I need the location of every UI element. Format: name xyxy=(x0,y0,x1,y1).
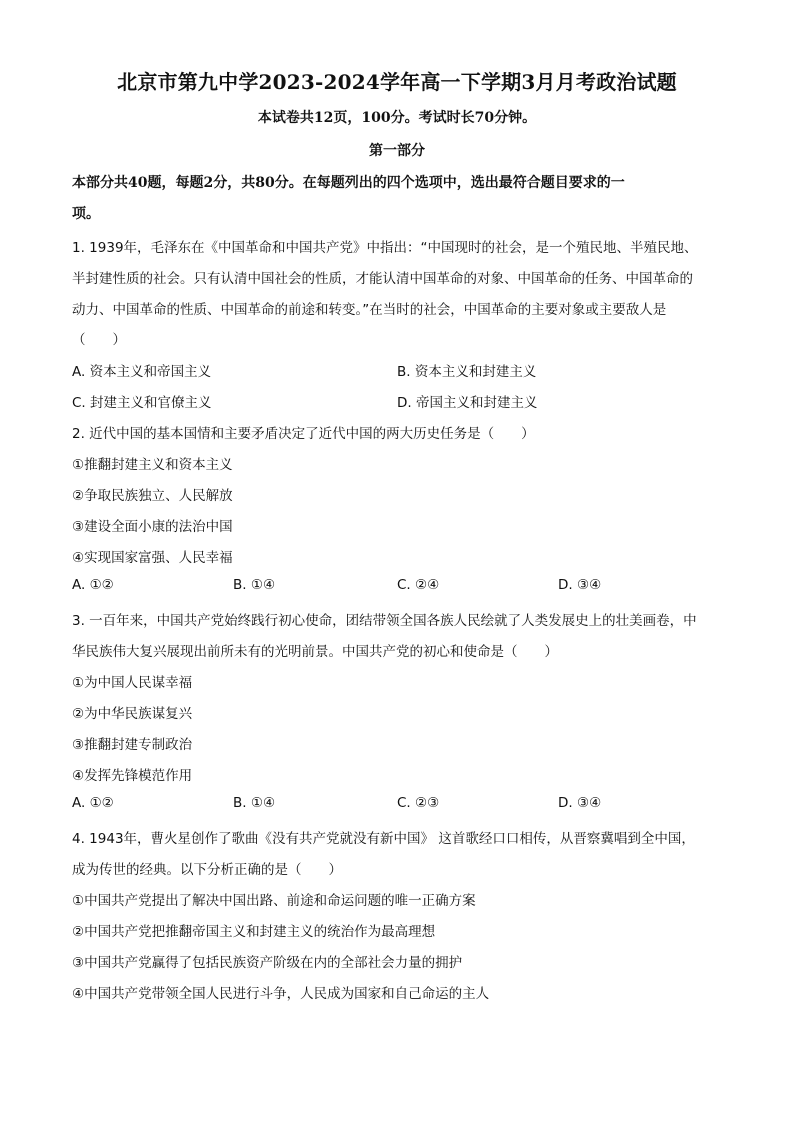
question-4-item: ①中国共产党提出了解决中国出路、前途和命运问题的唯一正确方案 xyxy=(72,893,476,909)
question-2-option-a: A. ①② xyxy=(72,577,114,593)
question-3-item: ④发挥先锋模范作用 xyxy=(72,768,193,784)
instructions-line: 本部分共40题，每题2分，共80分。在每题列出的四个选项中，选出最符合题目要求的一 xyxy=(72,175,625,191)
question-1-text: 半封建性质的社会。只有认清中国社会的性质，才能认清中国革命的对象、中国革命的任务、中国革命的 xyxy=(72,271,693,287)
question-1-option-b: B. 资本主义和封建主义 xyxy=(397,364,537,380)
question-1-text: （ ） xyxy=(72,332,126,348)
question-2-option-d: D. ③④ xyxy=(558,577,602,593)
question-3-option-b: B. ①④ xyxy=(233,795,276,811)
instructions-line: 项。 xyxy=(72,206,100,222)
exam-info: 本试卷共12页，100分。考试时长70分钟。 xyxy=(257,110,537,126)
question-3-option-d: D. ③④ xyxy=(558,795,602,811)
question-2-item: ③建设全面小康的法治中国 xyxy=(72,519,233,535)
question-4-item: ②中国共产党把推翻帝国主义和封建主义的统治作为最高理想 xyxy=(72,924,436,940)
question-1-option-c: C. 封建主义和官僚主义 xyxy=(72,395,212,411)
question-3-text: 华民族伟大复兴展现出前所未有的光明前景。中国共产党的初心和使命是（ ） xyxy=(72,644,558,660)
question-3-item: ①为中国人民谋幸福 xyxy=(72,675,193,691)
question-4-text: 成为传世的经典。以下分析正确的是（ ） xyxy=(72,862,342,878)
question-1-option-d: D. 帝国主义和封建主义 xyxy=(397,395,538,411)
question-3-item: ②为中华民族谋复兴 xyxy=(72,706,193,722)
question-2-option-b: B. ①④ xyxy=(233,577,276,593)
question-3-text: 3. 一百年来，中国共产党始终践行初心使命，团结带领全国各族人民绘就了人类发展史上的壮美画卷，中 xyxy=(72,613,697,629)
question-1-option-a: A. 资本主义和帝国主义 xyxy=(72,364,212,380)
question-2-item: ①推翻封建主义和资本主义 xyxy=(72,457,233,473)
question-2-item: ②争取民族独立、人民解放 xyxy=(72,488,233,504)
question-2-option-c: C. ②④ xyxy=(397,577,440,593)
question-3-item: ③推翻封建专制政治 xyxy=(72,737,193,753)
question-2-text: 2. 近代中国的基本国情和主要矛盾决定了近代中国的两大历史任务是（ ） xyxy=(72,426,535,442)
question-3-option-c: C. ②③ xyxy=(397,795,440,811)
section-title: 第一部分 xyxy=(369,143,425,159)
question-2-item: ④实现国家富强、人民幸福 xyxy=(72,550,233,566)
question-3-option-a: A. ①② xyxy=(72,795,114,811)
question-4-text: 4. 1943年，曹火星创作了歌曲《没有共产党就没有新中国》 这首歌经口口相传，从晋察冀唱到全中国， xyxy=(72,831,695,847)
question-1-text: 动力、中国革命的性质、中国革命的前途和转变。”在当时的社会，中国革命的主要对象或主要敌人是 xyxy=(72,302,667,318)
question-4-item: ③中国共产党赢得了包括民族资产阶级在内的全部社会力量的拥护 xyxy=(72,955,463,971)
page-title: 北京市第九中学2023-2024学年高一下学期3月月考政治试题 xyxy=(117,70,677,94)
question-4-item: ④中国共产党带领全国人民进行斗争，人民成为国家和自己命运的主人 xyxy=(72,986,490,1002)
question-1-text: 1. 1939年，毛泽东在《中国革命和中国共产党》中指出：“中国现时的社会，是一个殖民地、半殖民地、 xyxy=(72,240,698,256)
